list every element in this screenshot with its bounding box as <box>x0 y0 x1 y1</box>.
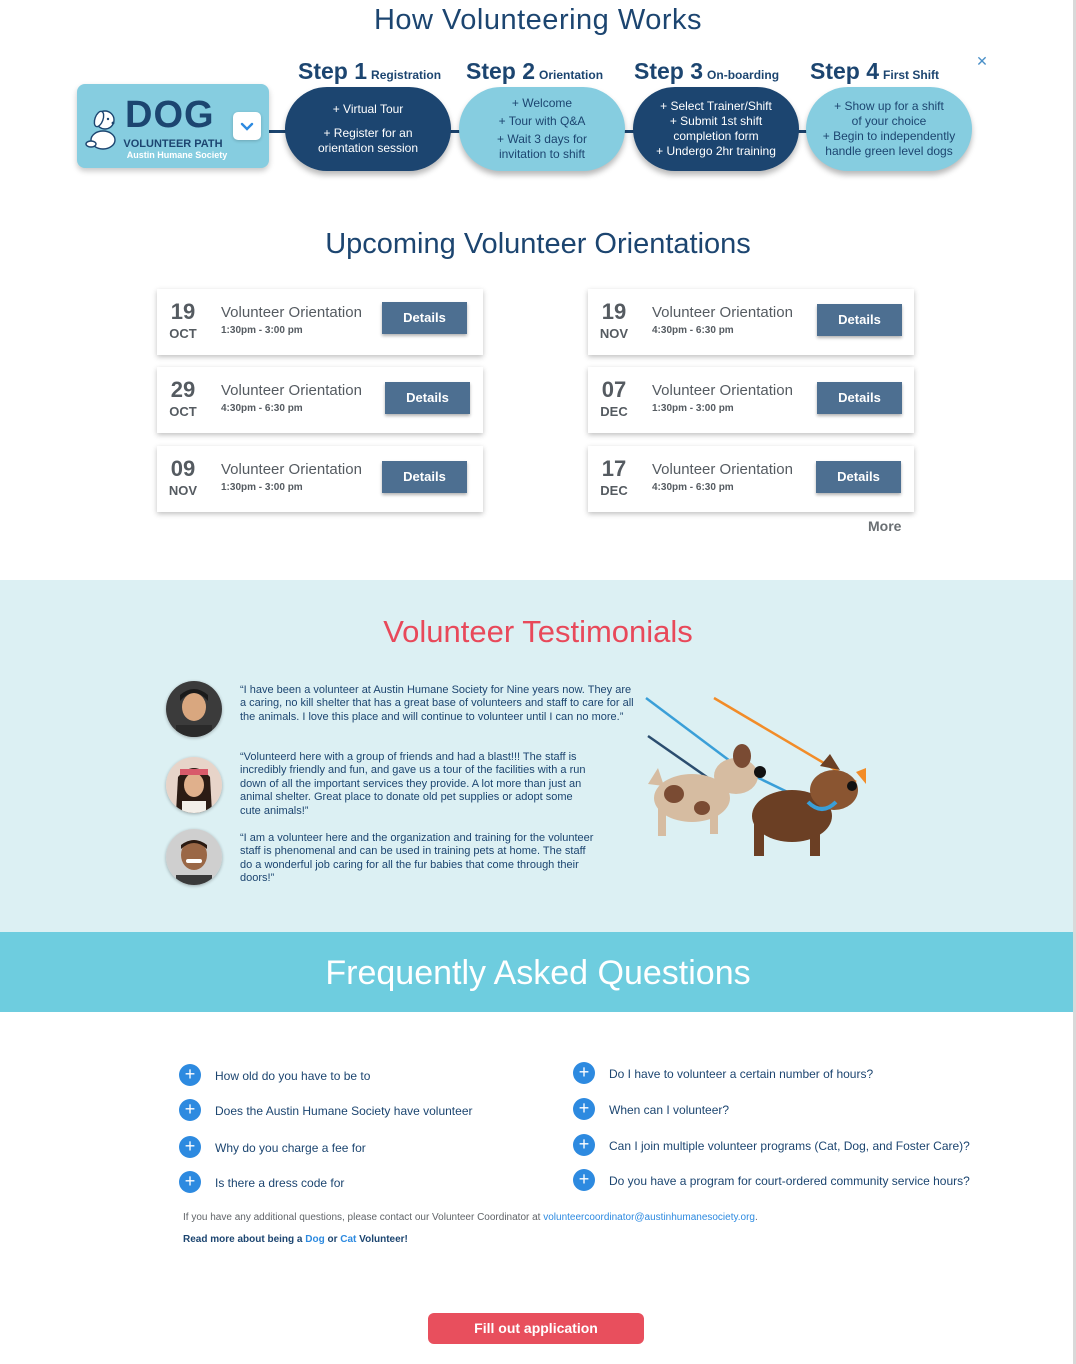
plus-icon[interactable]: + <box>179 1099 201 1121</box>
orientation-day: 07 <box>601 377 627 402</box>
testimonials-title: Volunteer Testimonials <box>383 614 693 649</box>
coordinator-email-link[interactable]: volunteercoordinator@austinhumanesociety.org <box>543 1212 755 1223</box>
orientation-card <box>588 367 914 433</box>
orientation-day: 29 <box>170 377 196 402</box>
orientation-title: Volunteer Orientation <box>221 461 362 478</box>
plus-icon[interactable]: + <box>179 1064 201 1086</box>
how-it-works-title: How Volunteering Works <box>373 4 702 36</box>
fill-out-application-button[interactable]: Fill out application <box>428 1313 644 1344</box>
details-button[interactable]: Details <box>817 382 902 414</box>
testimonial-quote: “I have been a volunteer at Austin Humane Society for Nine years now. They are a caring, no kill shelter that has a great base of volunteers and staff to care for all the animals. I love this place and will continue to volunteer until I can no more.” <box>240 684 634 723</box>
testimonial-quote: “Volunteerd here with a group of friends and had a blast!!! The staff is incredibly friendly and fun, and gave us a tour of the facilities with a run down of all the important services they provide. A lot more than just an animal shelter. Great place to donate old pet supplies or adopt some cute animals!” <box>240 751 586 817</box>
step-4-header: Step 4 First Shift <box>810 58 940 84</box>
orientation-day: 19 <box>170 299 196 324</box>
orientation-month: NOV <box>168 483 198 498</box>
avatar <box>166 757 222 813</box>
orientation-time: 4:30pm - 6:30 pm <box>652 482 734 493</box>
faq-question: Does the Austin Humane Society have volunteer <box>215 1104 473 1118</box>
plus-icon[interactable]: + <box>573 1062 595 1084</box>
orientation-time: 1:30pm - 3:00 pm <box>652 403 734 414</box>
close-icon[interactable]: ✕ <box>976 53 988 69</box>
step-2-pill: + Welcome + Tour with Q&A + Wait 3 days for invitation to shift <box>459 87 625 171</box>
path-name: DOG <box>125 94 215 136</box>
orientation-time: 1:30pm - 3:00 pm <box>221 325 303 336</box>
plus-icon[interactable]: + <box>573 1169 595 1191</box>
orientation-month: OCT <box>169 326 197 341</box>
testimonial-quote: “I am a volunteer here and the organization and training for the volunteer staff is phenomenal and can be used in training pets at home. The staff do a wonderful job caring for all the fur babies that come through their doors!” <box>240 832 594 885</box>
orientation-card <box>157 289 483 355</box>
orientation-time: 4:30pm - 6:30 pm <box>652 325 734 336</box>
orientation-time: 1:30pm - 3:00 pm <box>221 482 303 493</box>
step-2-header: Step 2 Orientation <box>466 58 604 84</box>
orientation-month: NOV <box>599 326 629 341</box>
details-button[interactable]: Details <box>382 302 467 334</box>
org-name: Austin Humane Society <box>126 150 228 160</box>
orientation-day: 17 <box>601 456 627 481</box>
faq-question: How old do you have to be to <box>215 1069 371 1083</box>
read-more-note: Read more about being a Dog or Cat Volunteer! <box>183 1234 408 1245</box>
more-link[interactable]: More <box>868 518 902 534</box>
orientation-title: Volunteer Orientation <box>652 304 793 321</box>
orientation-month: OCT <box>169 404 197 419</box>
step-1-header: Step 1 Registration <box>298 58 442 84</box>
faq-question: Do you have a program for court-ordered community service hours? <box>609 1174 970 1188</box>
details-button[interactable]: Details <box>816 461 901 493</box>
orientation-title: Volunteer Orientation <box>652 461 793 478</box>
dogs-walking-illustration <box>644 690 868 870</box>
step-3-header: Step 3 On-boarding <box>634 58 780 84</box>
orientations-title: Upcoming Volunteer Orientations <box>325 228 751 260</box>
contact-note: If you have any additional questions, please contact our Volunteer Coordinator at volunteercoordinator@austinhumanesociety.org. <box>183 1212 758 1223</box>
details-button[interactable]: Details <box>385 382 470 414</box>
orientation-card <box>588 289 914 355</box>
avatar <box>166 829 222 885</box>
faq-title: Frequently Asked Questions <box>325 954 751 992</box>
details-button[interactable]: Details <box>382 461 467 493</box>
dog-icon <box>83 106 121 152</box>
step-3-pill: + Select Trainer/Shift + Submit 1st shift completion form + Undergo 2hr training <box>633 87 799 171</box>
plus-icon[interactable]: + <box>179 1136 201 1158</box>
details-button[interactable]: Details <box>817 304 902 336</box>
avatar <box>166 681 222 737</box>
orientation-day: 19 <box>601 299 627 324</box>
orientation-card <box>157 367 483 433</box>
plus-icon[interactable]: + <box>179 1171 201 1193</box>
volunteer-path-selector[interactable] <box>77 84 269 168</box>
faq-question: Can I join multiple volunteer programs (Cat, Dog, and Foster Care)? <box>609 1139 970 1153</box>
faq-question: Is there a dress code for <box>215 1176 345 1190</box>
faq-question: When can I volunteer? <box>609 1103 730 1117</box>
cat-volunteer-link[interactable]: Cat <box>340 1234 357 1245</box>
orientation-card <box>588 446 914 512</box>
dog-volunteer-link[interactable]: Dog <box>305 1234 325 1245</box>
faq-question: Why do you charge a fee for <box>215 1141 366 1155</box>
orientation-title: Volunteer Orientation <box>652 382 793 399</box>
chevron-down-icon[interactable] <box>233 112 261 140</box>
plus-icon[interactable]: + <box>573 1134 595 1156</box>
faq-question: Do I have to volunteer a certain number of hours? <box>609 1067 874 1081</box>
step-4-pill: + Show up for a shift of your choice + Begin to independently handle green level dogs <box>806 87 972 171</box>
orientation-month: DEC <box>600 483 628 498</box>
orientation-title: Volunteer Orientation <box>221 304 362 321</box>
step-1-pill: + Virtual Tour + Register for an orientation session <box>285 87 451 171</box>
plus-icon[interactable]: + <box>573 1098 595 1120</box>
orientation-time: 4:30pm - 6:30 pm <box>221 403 303 414</box>
orientation-day: 09 <box>170 456 196 481</box>
orientation-card <box>157 446 483 512</box>
path-subtitle: VOLUNTEER PATH <box>123 138 223 150</box>
orientation-title: Volunteer Orientation <box>221 382 362 399</box>
orientation-month: DEC <box>600 404 628 419</box>
